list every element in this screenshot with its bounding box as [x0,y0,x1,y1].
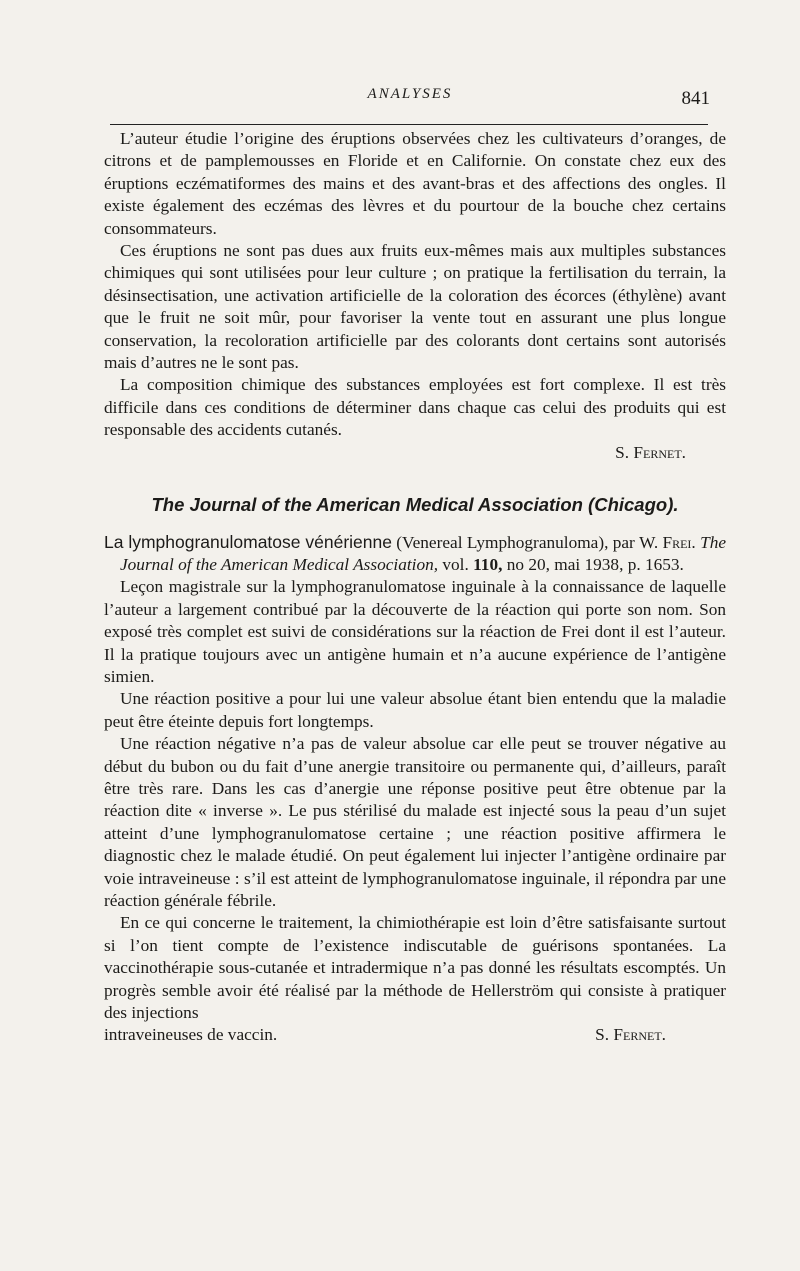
body-paragraph: En ce qui concerne le traitement, la chimiothérapie est loin d’être satisfaisante surtout si l’on tient compte de l’existence indiscutable de guérisons spontanées. La vaccinothérapie sous-cutanée et intradermique n’a pas donné les résultats escomptés. Un progrès semble avoir été réalisé par la méthode de Hellerström qui consiste à pratiquer des injections [104,913,726,1023]
date-pages: mai 1938, p. 1653. [554,554,684,574]
closing-text: intraveineuses de vaccin. [104,1025,278,1045]
body-paragraph: La composition chimique des substances employées est fort complexe. Il est très difficile dans ces conditions de déterminer dans chaque cas celui des produits qui est responsable des accidents cutanés. [104,375,726,440]
page-number: 841 [681,88,710,109]
volume-label: vol. [442,554,469,574]
closing-line [104,1024,726,1046]
body-paragraph: L’auteur étudie l’origine des éruptions observées chez les cultivateurs d’oranges, de citrons et de pamplemousses en Floride et en Californie. On constate chez eux des éruptions eczématiformes des mains et des avant-bras et des affections des ongles. Il existe également des eczémas des lèvres et du pourtour de la bouche chez certains consommateurs. [104,129,726,238]
journal-heading: The Journal of the American Medical Association (Chicago). [151,494,679,516]
header-rule [110,124,708,125]
page-header [110,86,710,116]
signature-initial: S. [595,1025,610,1045]
body-paragraph: Ces éruptions ne sont pas dues aux fruits eux-mêmes mais aux multiples substances chimiques qui sont utilisées pour leur culture ; on pratique la fertilisation du terrain, la désinsectisation, une activation artificielle de la coloration des écorces (éthylène) avant que le fruit ne soit mûr, pour favoriser la vente tout en assurant une plus longue conservation, la recoloration artificielle par des colorants dont certains sont autorisés mais d’autres ne le sont pas. [104,241,726,373]
article-source: The Journal of the American Medical Association, [120,532,727,574]
article-author: W. Frei. [639,532,696,552]
body-paragraph: Une réaction positive a pour lui une valeur absolue étant bien entendu que la maladie peut être éteinte depuis fort longtemps. [104,689,726,731]
article-subtitle: (Venereal Lymphogranuloma), par [396,532,635,552]
volume-number: 110, [473,554,503,574]
body-paragraph: Leçon magistrale sur la lymphogranulomatose inguinale à la connaissance de laquelle l’auteur a largement contribué par la découverte de la réaction qui porte son nom. Son exposé très complet est suivi de considérations sur la réaction de Frei dont il est l’auteur. Il la pratique toujours avec un antigène humain et n’a aucune expérience de l’antigène simien. [104,577,726,686]
article-title: La lymphogranulomatose vénérienne [104,531,392,552]
signature-name: Fernet. [633,442,686,462]
signature [595,1024,726,1046]
signature-name: Fernet. [613,1025,666,1045]
signature [104,442,726,464]
article-reference [104,531,726,577]
running-title: ANALYSES [367,86,453,102]
signature-initial: S. [615,442,630,462]
page-body [104,128,726,1047]
body-paragraph: Une réaction négative n’a pas de valeur absolue car elle peut se trouver négative au début du bubon ou du fait d’une anergie transitoire ou permanente qui, d’ailleurs, paraît être très rare. Dans les cas d’anergie une réponse positive peut être obtenue par la réaction dite « inverse ». Le pus stérilisé du malade est injecté sous la peau d’un sujet atteint d’une lymphogranulomatose certaine ; une réaction positive affirmera le diagnostic chez le malade étudié. On peut également lui injecter l’antigène ordinaire par voie intraveineuse : s’il est atteint de lymphogranulomatose inguinale, il répondra par une réaction générale fébrile. [104,734,726,910]
issue-number: no 20, [506,554,550,574]
